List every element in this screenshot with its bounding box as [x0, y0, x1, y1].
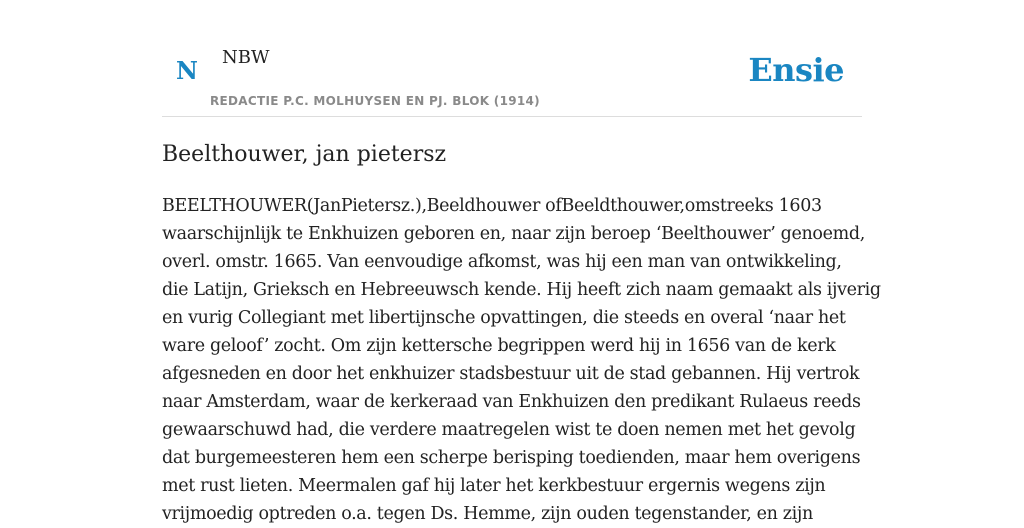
- article-line: BEELTHOUWER(JanPietersz.),Beeldhouwer ofBeeldthouwer,omstreeks 1603: [162, 196, 822, 216]
- site-header: [162, 0, 862, 117]
- article-line: naar Amsterdam, waar de kerkeraad van Enkhuizen den predikant Rulaeus reeds: [162, 392, 861, 412]
- article-line: met rust lieten. Meermalen gaf hij later het kerkbestuur ergernis wegens zijn: [162, 476, 826, 496]
- article-body: [162, 192, 881, 528]
- article-line: die Latijn, Grieksch en Hebreeuwsch kende. Hij heeft zich naam gemaakt als ijverig: [162, 280, 881, 300]
- ensie-logo[interactable]: Ensie: [748, 51, 844, 89]
- article-line: afgesneden en door het enkhuizer stadsbestuur uit de stad gebannen. Hij vertrok: [162, 364, 860, 384]
- source-logo[interactable]: N: [176, 56, 198, 85]
- source-editors: REDACTIE P.C. MOLHUYSEN EN PJ. BLOK (1914): [210, 94, 540, 108]
- source-title[interactable]: NBW: [222, 47, 270, 68]
- article-line: gewaarschuwd had, die verdere maatregelen wist te doen nemen met het gevolg: [162, 420, 856, 440]
- article-line: dat burgemeesteren hem een scherpe berisping toedienden, maar hem overigens: [162, 448, 861, 468]
- article-line: vrijmoedig optreden o.a. tegen Ds. Hemme, zijn ouden tegenstander, en zijn: [162, 504, 813, 524]
- article-title: Beelthouwer, jan pietersz: [162, 142, 447, 167]
- article-line: en vurig Collegiant met libertijnsche opvattingen, die steeds en overal ‘naar het: [162, 308, 846, 328]
- article-line: waarschijnlijk te Enkhuizen geboren en, naar zijn beroep ‘Beelthouwer’ genoemd,: [162, 224, 865, 244]
- article-line: overl. omstr. 1665. Van eenvoudige afkomst, was hij een man van ontwikkeling,: [162, 252, 842, 272]
- article-line: ware geloof’ zocht. Om zijn kettersche begrippen werd hij in 1656 van de kerk: [162, 336, 836, 356]
